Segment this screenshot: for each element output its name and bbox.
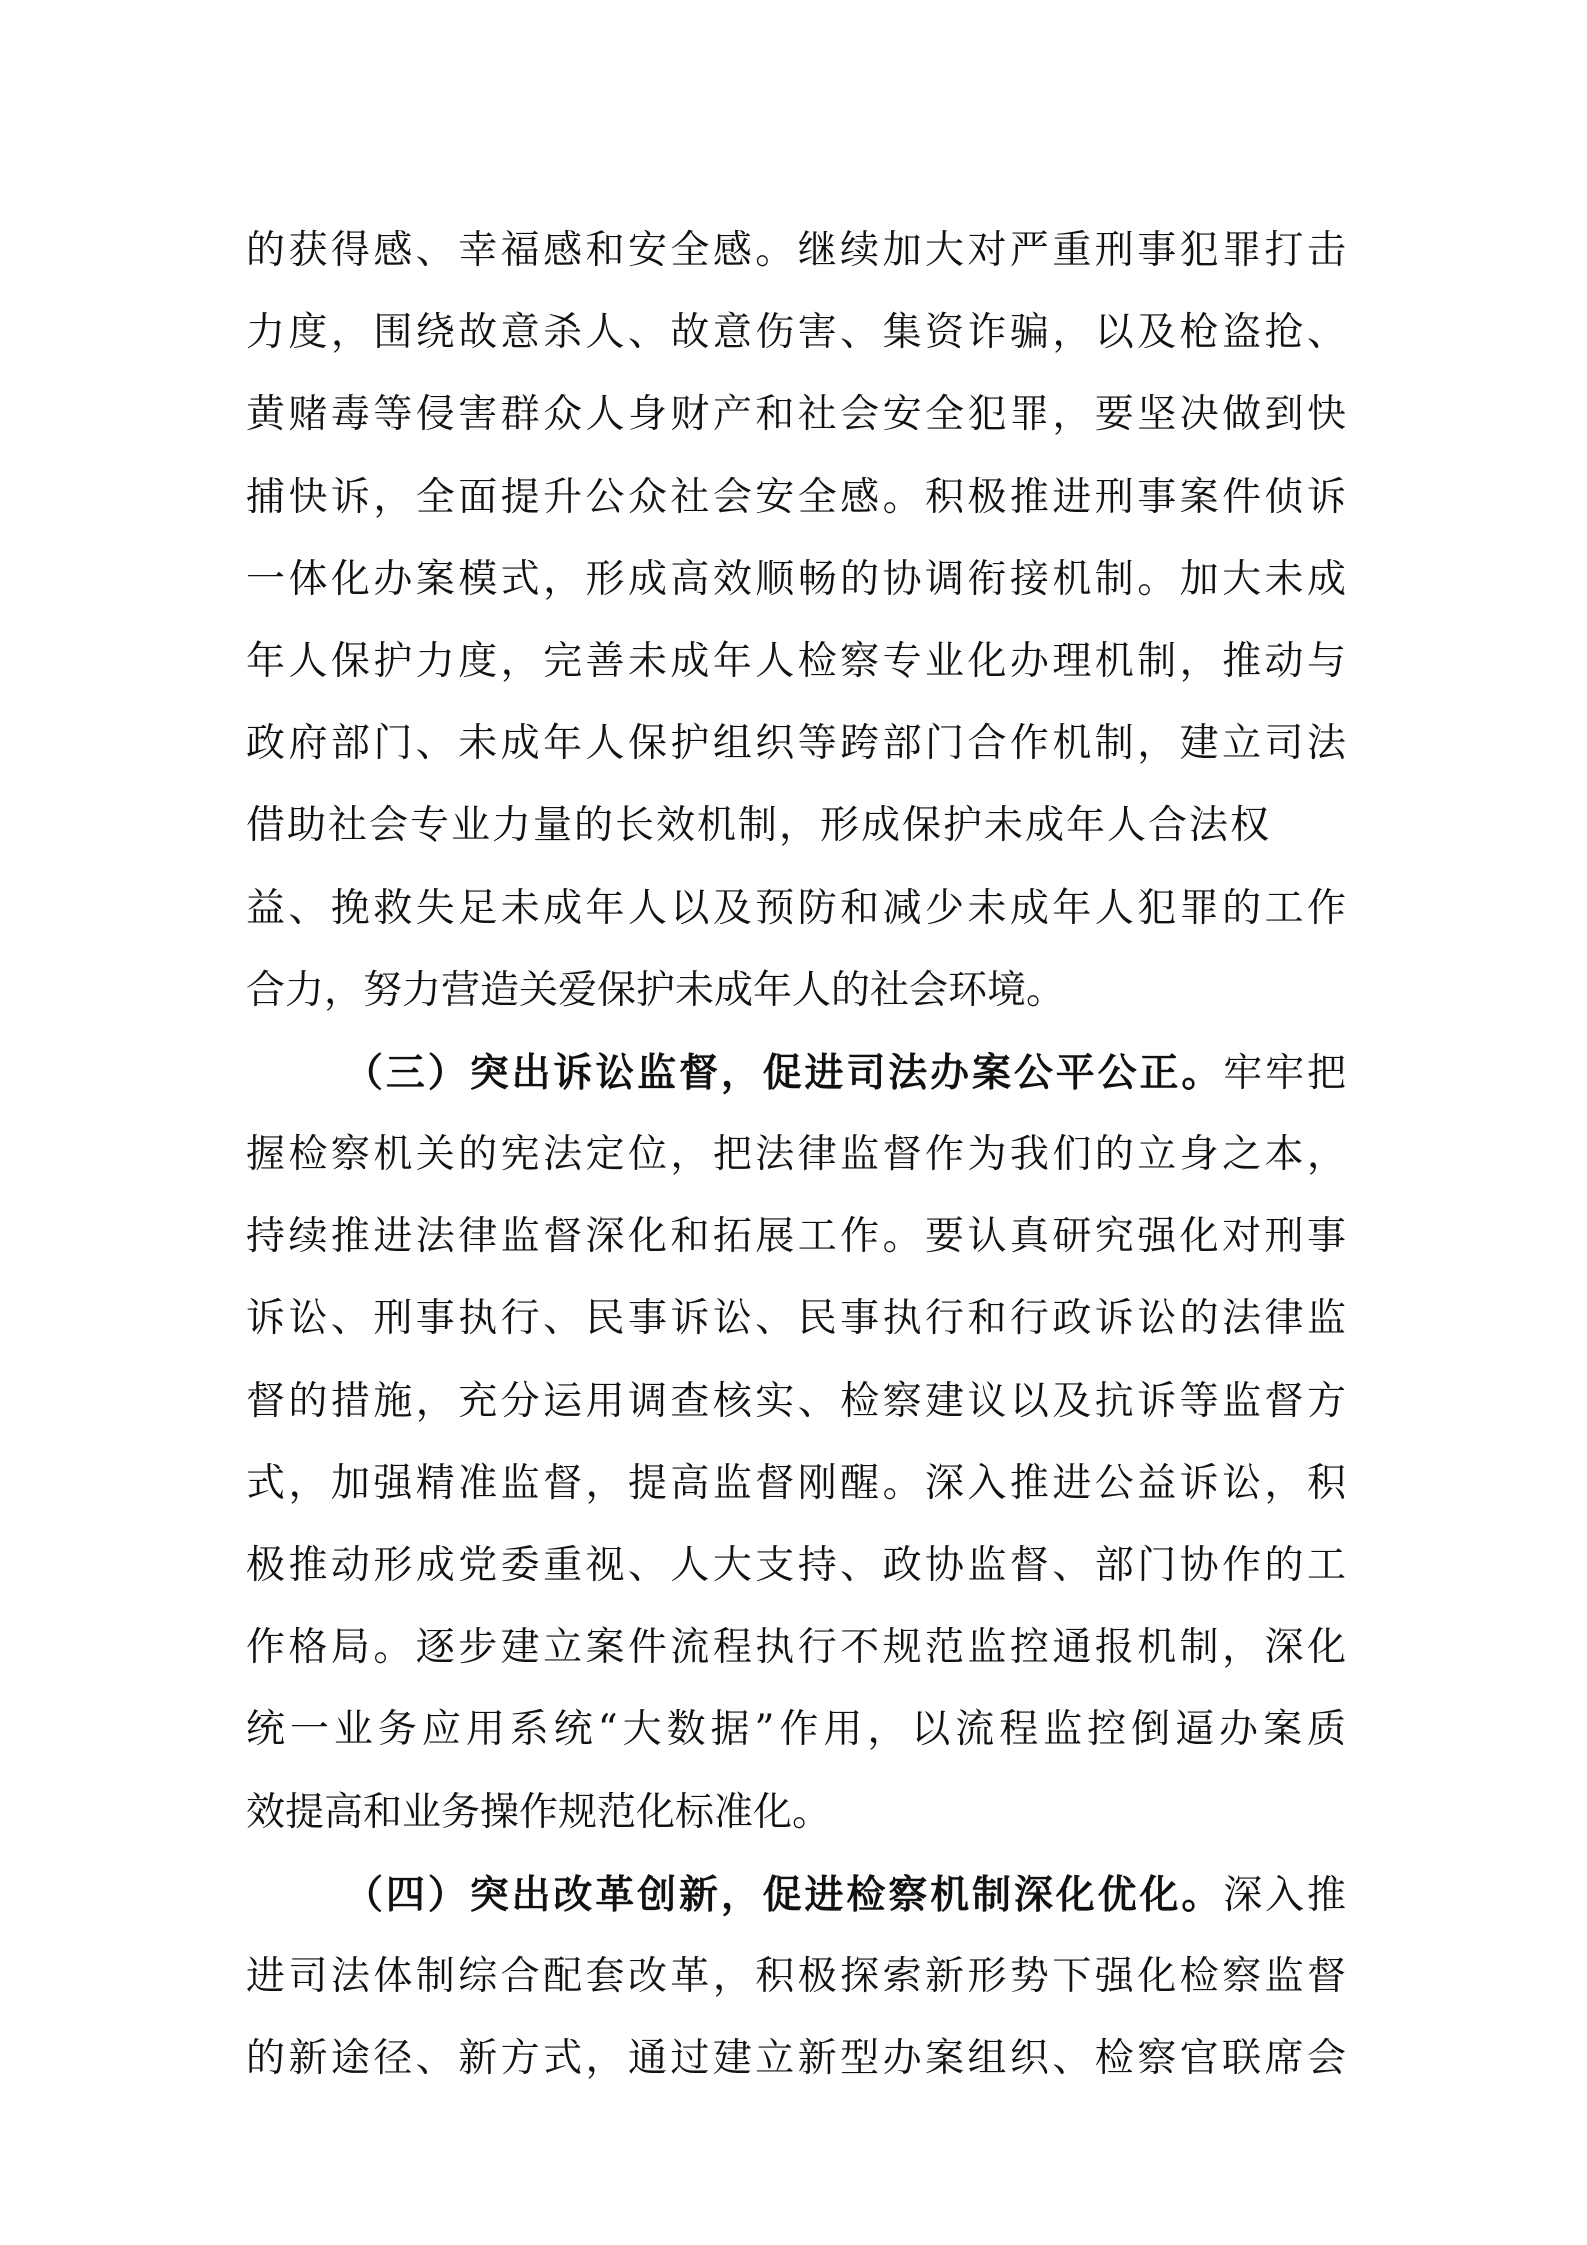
text-line: 年人保护力度，完善未成年人检察专业化办理机制，推动与 <box>246 638 1346 684</box>
text-line: 捕快诉，全面提升公众社会安全感。积极推进刑事案件侦诉 <box>246 474 1346 520</box>
text-line: 式，加强精准监督，提高监督刚醒。深入推进公益诉讼，积 <box>246 1460 1346 1506</box>
section-3-first-line-rest: 牢牢把 <box>1223 1050 1346 1096</box>
text-line: 持续推进法律监督深化和拓展工作。要认真研究强化对刑事 <box>246 1214 1346 1260</box>
section-4-first-line <box>246 1854 1346 1936</box>
text-line: 的新途径、新方式，通过建立新型办案组织、检察官联席会 <box>246 2036 1346 2082</box>
text-line: 作格局。逐步建立案件流程执行不规范监控通报机制，深化 <box>246 1625 1346 1671</box>
text-line: 益、挽救失足未成年人以及预防和减少未成年人犯罪的工作 <box>246 885 1346 931</box>
document-body <box>246 210 1346 2100</box>
text-line: 效提高和业务操作规范化标准化。 <box>246 1789 832 1835</box>
text-line: 黄赌毒等侵害群众人身财产和社会安全犯罪，要坚决做到快 <box>246 392 1346 438</box>
text-line: 一体化办案模式，形成高效顺畅的协调衔接机制。加大未成 <box>246 556 1346 602</box>
section-4-first-line-rest: 深入推 <box>1223 1872 1346 1918</box>
text-line: 力度，围绕故意杀人、故意伤害、集资诈骗，以及枪盗抢、 <box>246 310 1346 356</box>
text-line: 握检察机关的宪法定位，把法律监督作为我们的立身之本， <box>246 1132 1346 1178</box>
text-line: 的获得感、幸福感和安全感。继续加大对严重刑事犯罪打击 <box>246 228 1346 273</box>
text-line: 诉讼、刑事执行、民事诉讼、民事执行和行政诉讼的法律监 <box>246 1296 1346 1342</box>
section-3-first-line <box>246 1032 1346 1114</box>
text-line: 政府部门、未成年人保护组织等跨部门合作机制，建立司法 <box>246 721 1346 767</box>
text-line: 进司法体制综合配套改革，积极探索新形势下强化检察监督 <box>246 1953 1346 1999</box>
text-line: 极推动形成党委重视、人大支持、政协监督、部门协作的工 <box>246 1543 1346 1588</box>
text-line: 督的措施，充分运用调查核实、检察建议以及抗诉等监督方 <box>246 1378 1346 1424</box>
text-line: 借助社会专业力量的长效机制，形成保护未成年人合法权 <box>246 803 1272 849</box>
text-line: 统一业务应用系统“大数据”作用，以流程监控倒逼办案质 <box>246 1707 1346 1753</box>
text-line: 合力，努力营造关爱保护未成年人的社会环境。 <box>246 967 1066 1013</box>
section-4-heading: （四）突出改革创新，促进检察机制深化优化。 <box>344 1871 1224 1918</box>
section-3-heading: （三）突出诉讼监督，促进司法办案公平公正。 <box>344 1049 1224 1096</box>
